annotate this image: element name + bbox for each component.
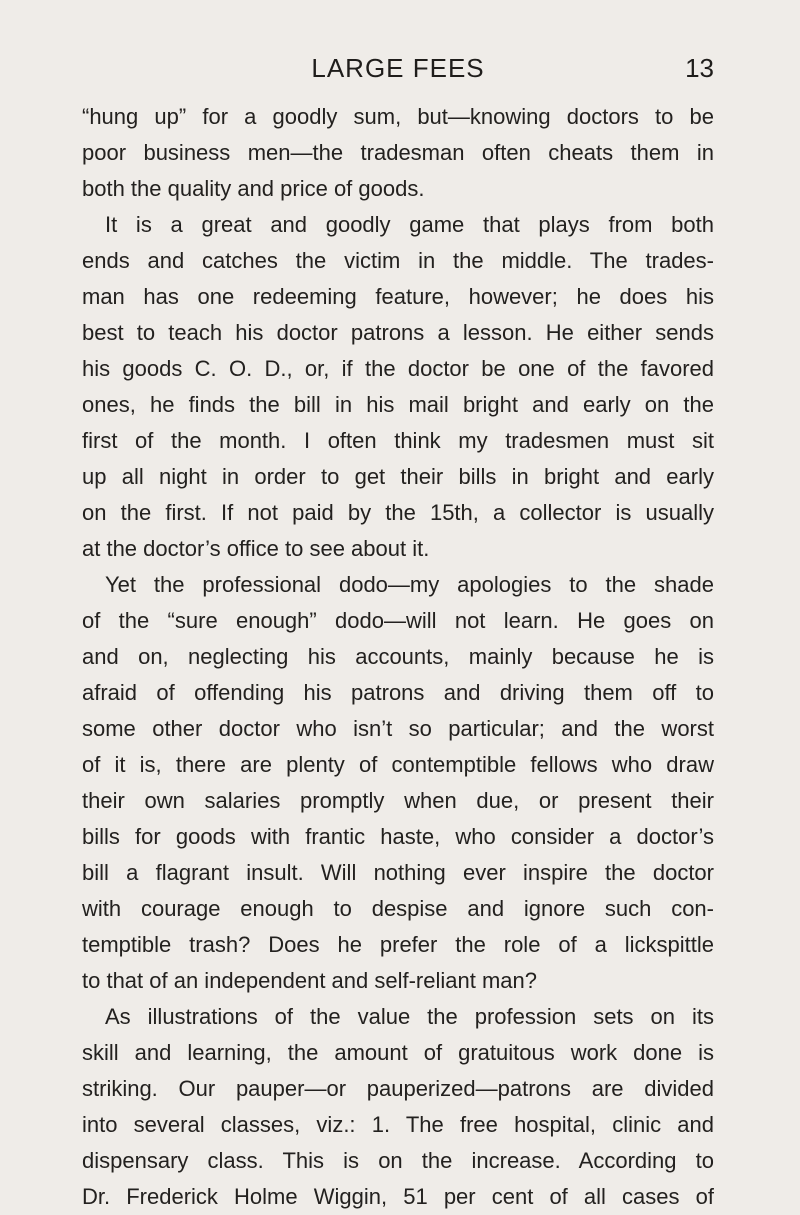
text-line: of the “sure enough” dodo—will not learn. He goes on: [82, 608, 714, 633]
running-head: LARGE FEES: [311, 53, 485, 83]
text-line: man has one redeeming feature, however; he does his: [82, 284, 714, 309]
text-line: first of the month. I often think my tradesmen must sit: [82, 428, 714, 453]
text-line: to that of an independent and self-reliant man?: [82, 968, 537, 993]
text-line: temptible trash? Does he prefer the role of a lickspittle: [82, 932, 714, 957]
body-text: [82, 99, 714, 1215]
text-line: up all night in order to get their bills in bright and early: [82, 464, 714, 489]
page-header: [82, 48, 714, 88]
page-number: 13: [685, 53, 714, 83]
text-line: dispensary class. This is on the increase. According to: [82, 1148, 714, 1173]
text-line: some other doctor who isn’t so particular; and the worst: [82, 716, 714, 741]
text-line: into several classes, viz.: 1. The free hospital, clinic and: [82, 1112, 714, 1137]
text-line: bill a flagrant insult. Will nothing ever inspire the doctor: [82, 860, 714, 885]
text-line: their own salaries promptly when due, or present their: [82, 788, 714, 813]
text-line: both the quality and price of goods.: [82, 176, 425, 201]
text-line: with courage enough to despise and ignore such con-: [82, 896, 714, 921]
text-line: of it is, there are plenty of contemptible fellows who draw: [82, 752, 714, 777]
text-line: ones, he finds the bill in his mail bright and early on the: [82, 392, 714, 417]
text-line: “hung up” for a goodly sum, but—knowing doctors to be: [82, 104, 714, 129]
paragraph-start-line: As illustrations of the value the profession sets on its: [105, 1004, 714, 1029]
text-line: Dr. Frederick Holme Wiggin, 51 per cent of all cases of: [82, 1184, 714, 1209]
paragraph-start-line: It is a great and goodly game that plays from both: [105, 212, 714, 237]
text-line: at the doctor’s office to see about it.: [82, 536, 430, 561]
text-line: his goods C. O. D., or, if the doctor be one of the favored: [82, 356, 714, 381]
text-line: ends and catches the victim in the middle. The trades-: [82, 248, 714, 273]
text-line: afraid of offending his patrons and driving them off to: [82, 680, 714, 705]
text-line: poor business men—the tradesman often cheats them in: [82, 140, 714, 165]
text-line: and on, neglecting his accounts, mainly because he is: [82, 644, 714, 669]
paragraph-start-line: Yet the professional dodo—my apologies to the shade: [105, 572, 714, 597]
text-line: striking. Our pauper—or pauperized—patrons are divided: [82, 1076, 714, 1101]
text-line: skill and learning, the amount of gratuitous work done is: [82, 1040, 714, 1065]
text-line: on the first. If not paid by the 15th, a collector is usually: [82, 500, 714, 525]
text-line: bills for goods with frantic haste, who consider a doctor’s: [82, 824, 714, 849]
text-line: best to teach his doctor patrons a lesson. He either sends: [82, 320, 714, 345]
